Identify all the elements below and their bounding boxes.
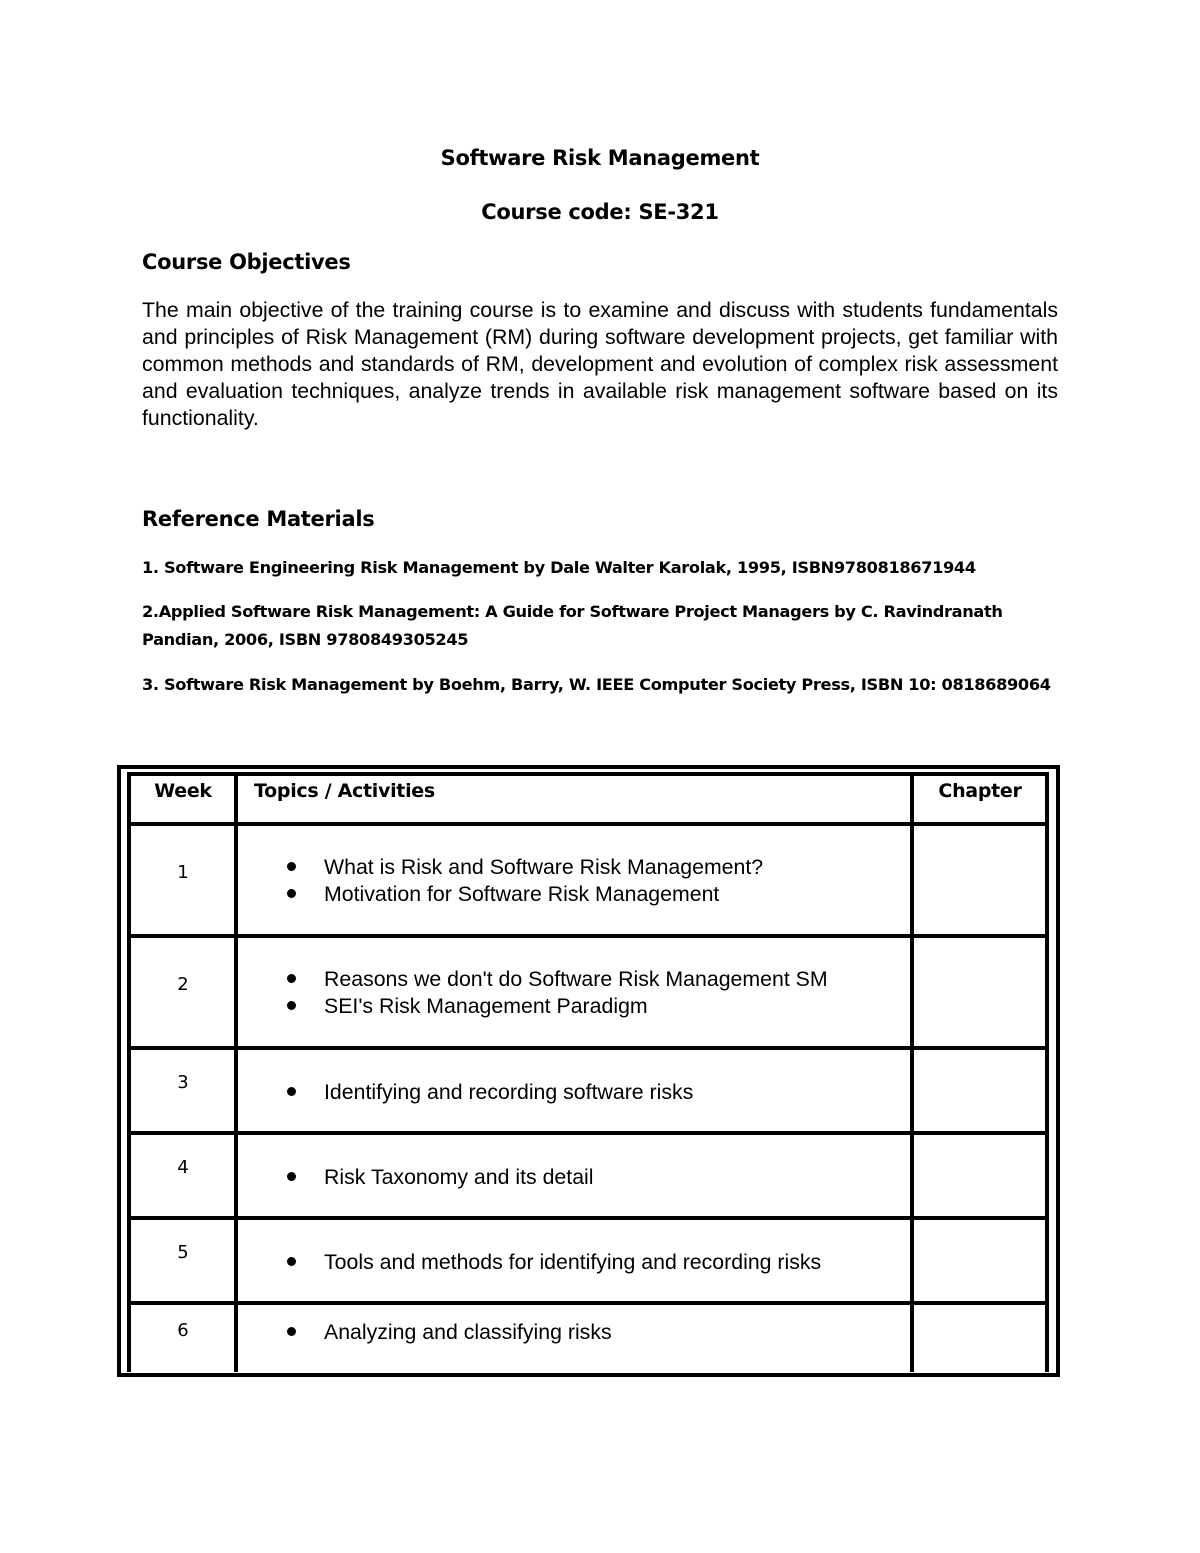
bullet-icon: [287, 1001, 296, 1010]
list-item: [287, 881, 719, 908]
topic-text: Motivation for Software Risk Management: [324, 882, 720, 906]
bullet-icon: [287, 1257, 296, 1266]
topic-text: SEI's Risk Management Paradigm: [324, 994, 648, 1018]
row-divider: [127, 822, 1049, 826]
reference-item: 1. Software Engineering Risk Management by Dale Walter Karolak, 1995, ISBN9780818671944: [142, 558, 976, 577]
week-number: 1: [177, 862, 189, 883]
reference-item: 3. Software Risk Management by Boehm, Barry, W. IEEE Computer Society Press, ISBN 10: 0818689064: [142, 675, 1051, 694]
topic-text: Analyzing and classifying risks: [324, 1320, 612, 1344]
table-inner-right-border: [1045, 772, 1049, 1372]
list-item: [287, 966, 828, 993]
week-number: 6: [177, 1320, 189, 1341]
objectives-paragraph: The main objective of the training course is to examine and discuss with students fundamentals and principles of Risk Management (RM) during software development projects, get familiar with common methods and standards of RM, development and evolution of complex risk assessment and evaluation techniques, analyze trends in available risk management software based on its functionality.: [142, 298, 1058, 430]
topic-text: Identifying and recording software risks: [324, 1080, 694, 1104]
bullet-icon: [287, 1172, 296, 1181]
bullet-icon: [287, 889, 296, 898]
header-topics: Topics / Activities: [254, 780, 435, 802]
bullet-icon: [287, 862, 296, 871]
week-number: 3: [177, 1072, 189, 1093]
row-divider: [127, 934, 1049, 938]
reference-item: 2.Applied Software Risk Management: A Guide for Software Project Managers by C. Ravindranath Pandian, 2006, ISBN 9780849305245: [142, 602, 1003, 649]
row-divider: [127, 1046, 1049, 1050]
bullet-icon: [287, 974, 296, 983]
topic-text: Tools and methods for identifying and recording risks: [324, 1250, 822, 1274]
list-item: [287, 1319, 612, 1346]
list-item: [287, 1079, 693, 1106]
week-number: 4: [177, 1157, 189, 1178]
bullet-icon: [287, 1327, 296, 1336]
document-title: Software Risk Management: [440, 146, 760, 170]
header-week: Week: [154, 780, 212, 802]
list-item: [287, 1164, 594, 1191]
list-item: [287, 993, 648, 1020]
week-number: 5: [177, 1242, 189, 1263]
objectives-heading: Course Objectives: [142, 250, 351, 274]
week-number: 2: [177, 974, 189, 995]
topic-text: Risk Taxonomy and its detail: [324, 1165, 594, 1189]
column-divider: [910, 772, 914, 1372]
topic-text: Reasons we don't do Software Risk Management SM: [324, 967, 828, 991]
course-code: Course code: SE-321: [481, 200, 719, 224]
list-item: [287, 1249, 821, 1276]
bullet-icon: [287, 1087, 296, 1096]
row-divider: [127, 1216, 1049, 1220]
list-item: [287, 854, 763, 881]
topic-text: What is Risk and Software Risk Management?: [324, 855, 764, 879]
references-heading: Reference Materials: [142, 507, 375, 531]
row-divider: [127, 1301, 1049, 1305]
header-chapter: Chapter: [938, 780, 1022, 802]
row-divider: [127, 1131, 1049, 1135]
